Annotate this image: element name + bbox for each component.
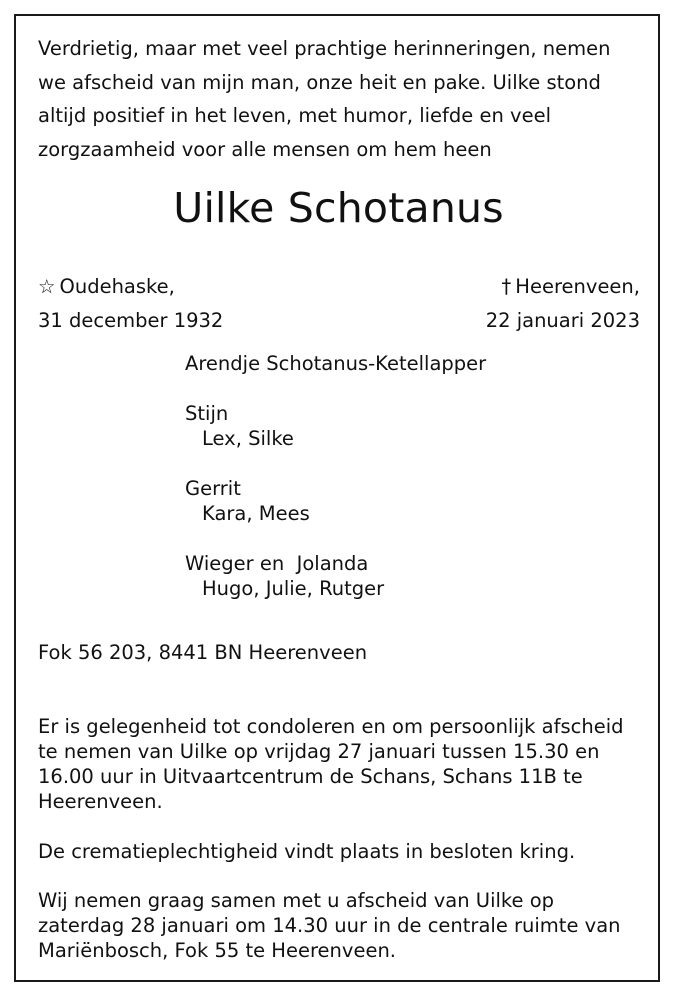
death-date: 22 januari 2023 <box>485 308 640 332</box>
death-info <box>486 270 640 337</box>
star-icon: ☆ <box>38 275 56 298</box>
intro-line: Verdrietig, maar met veel prachtige herinneringen, nemen <box>38 37 611 60</box>
paragraph-line: Er is gelegenheid tot condoleren en om persoonlijk afscheid <box>38 715 624 738</box>
condolence-paragraph <box>38 714 624 814</box>
death-place: Heerenveen, <box>515 275 640 298</box>
paragraph-line: 16.00 uur in Uitvaartcentrum de Schans, Schans 11B te <box>38 765 583 788</box>
cross-icon: † <box>501 275 512 298</box>
intro-text <box>38 32 638 166</box>
farewell-paragraph <box>38 888 621 963</box>
deceased-name: Uilke Schotanus <box>173 184 504 232</box>
paragraph-line: Heerenveen. <box>38 790 163 813</box>
grandchildren-names: Hugo, Julie, Rutger <box>202 577 385 600</box>
paragraph-line: te nemen van Uilke op vrijdag 27 januari tussen 15.30 en <box>38 740 600 763</box>
child-name: Gerrit <box>185 477 241 500</box>
paragraph-line: Wij nemen graag samen met u afscheid van Uilke op <box>38 889 555 912</box>
birth-date: 31 december 1932 <box>38 308 224 332</box>
child-name: Stijn <box>185 402 229 425</box>
intro-line: altijd positief in het leven, met humor, liefde en veel <box>38 104 551 127</box>
paragraph-line: De crematieplechtigheid vindt plaats in besloten kring. <box>38 840 576 863</box>
spouse-name: Arendje Schotanus-Ketellapper <box>185 352 487 375</box>
family-list <box>185 351 486 601</box>
cremation-paragraph <box>38 839 575 864</box>
paragraph-line: zaterdag 28 januari om 14.30 uur in de centrale ruimte van <box>38 914 621 937</box>
grandchildren-names: Kara, Mees <box>202 502 310 525</box>
grandchildren-names: Lex, Silke <box>202 427 294 450</box>
intro-line: zorgzaamheid voor alle mensen om hem heen <box>38 137 492 161</box>
home-address: Fok 56 203, 8441 BN Heerenveen <box>38 641 368 664</box>
child-name: Wieger en Jolanda <box>185 552 369 575</box>
intro-line: we afscheid van mijn man, onze heit en pake. Uilke stond <box>38 70 601 94</box>
birth-info <box>38 270 223 337</box>
birth-place: Oudehaske, <box>59 275 175 298</box>
paragraph-line: Mariënbosch, Fok 55 te Heerenveen. <box>38 939 396 962</box>
